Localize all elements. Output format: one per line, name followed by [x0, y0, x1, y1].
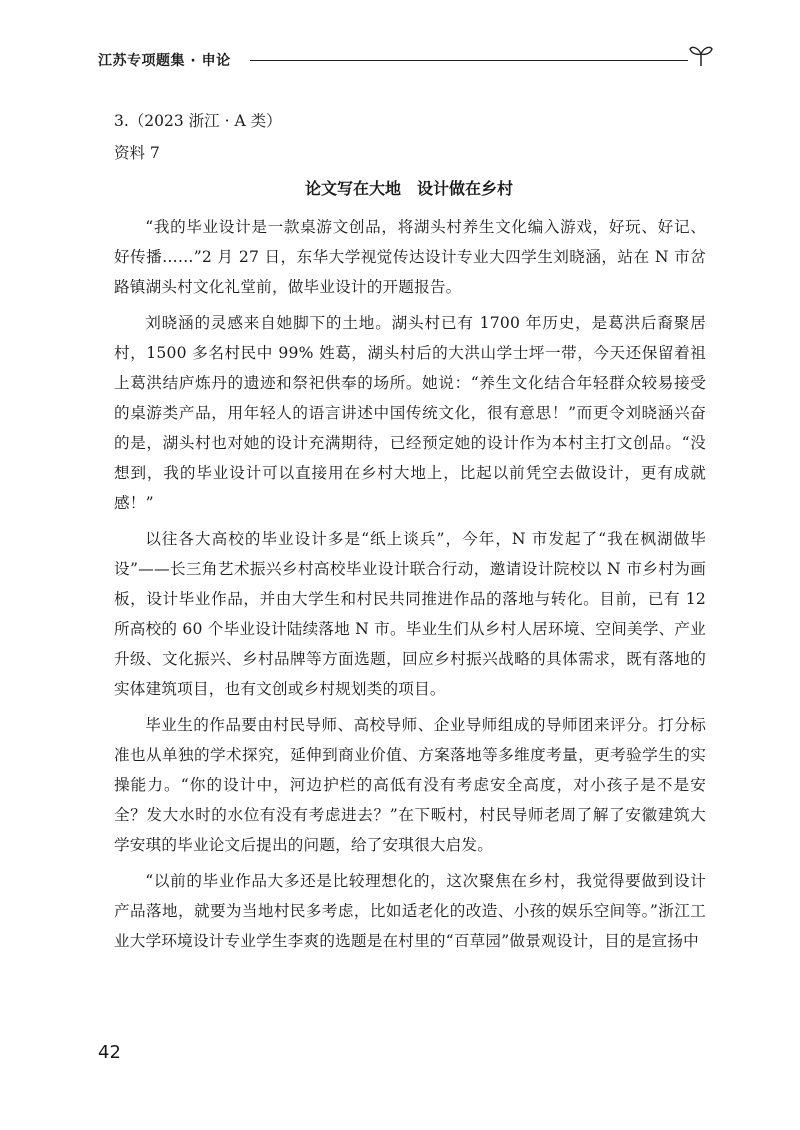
paragraph-3: 以往各大高校的毕业设计多是“纸上谈兵”，今年，N 市发起了“我在枫湖做毕设”——长三角艺术振兴乡村高校毕业设计联合行动，邀请设计院校以 N 市乡村为画板，设计毕业作品，并由大学生和村民共同推进作品的落地与转化。目前，已有 12 所高校的 60 个毕业设计陆续落地 N 市。毕业生们从乡村人居环境、空间美学、产业升级、文化振兴、乡村品牌等方面选题，回应乡村振兴战略的具体需求，既有落地的实体建筑项目，也有文创或乡村规划类的项目。	[114, 530, 706, 698]
paragraph-1: “我的毕业设计是一款桌游文创品，将湖头村养生文化编入游戏，好玩、好记、好传播……”2 月 27 日，东华大学视觉传达设计专业大四学生刘晓涵，站在 N 市岔路镇湖头村文化礼堂前，做毕业设计的开题报告。	[114, 218, 706, 296]
paragraph-5: “以前的毕业作品大多还是比较理想化的，这次聚焦在乡村，我觉得要做到设计产品落地，就要为当地村民多考虑，比如适老化的改造、小孩的娱乐空间等。”浙江工业大学环境设计专业学生李爽的选题是在村里的“百草园”做景观设计，目的是宣扬中	[114, 872, 706, 950]
article-title: 论文写在大地 设计做在乡村	[304, 179, 513, 198]
running-header	[98, 44, 718, 74]
article-body	[114, 212, 706, 962]
paragraph-4: 毕业生的作品要由村民导师、高校导师、企业导师组成的导师团来评分。打分标准也从单独的学术探究，延伸到商业价值、方案落地等多维度考量，更考验学生的实操能力。“你的设计中，河边护栏的高低有没有考虑安全高度，对小孩子是不是安全？发大水时的水位有没有考虑进去？”在下畈村，村民导师老周了解了安徽建筑大学安琪的毕业论文后提出的问题，给了安琪很大启发。	[114, 716, 706, 854]
page-number: 42	[98, 1042, 121, 1063]
material-label: 资料 7	[114, 144, 160, 162]
header-title: 江苏专项题集 · 申论	[98, 53, 231, 69]
header-rule	[250, 60, 688, 61]
question-label: 3.（2023 浙江 · A 类）	[114, 112, 282, 130]
sprout-icon	[688, 44, 714, 68]
paragraph-2: 刘晓涵的灵感来自她脚下的土地。湖头村已有 1700 年历史，是葛洪后裔聚居村，1500 多名村民中 99% 姓葛，湖头村后的大洪山学士坪一带，今天还保留着祖上葛洪结庐炼丹的遗迹和祭祀供奉的场所。她说：“养生文化结合年轻群众较易接受的桌游类产品，用年轻人的语言讲述中国传统文化，很有意思！”而更令刘晓涵兴奋的是，湖头村也对她的设计充满期待，已经预定她的设计作为本村主打文创品。“没想到，我的毕业设计可以直接用在乡村大地上，比起以前凭空去做设计，更有成就感！”	[114, 314, 706, 512]
